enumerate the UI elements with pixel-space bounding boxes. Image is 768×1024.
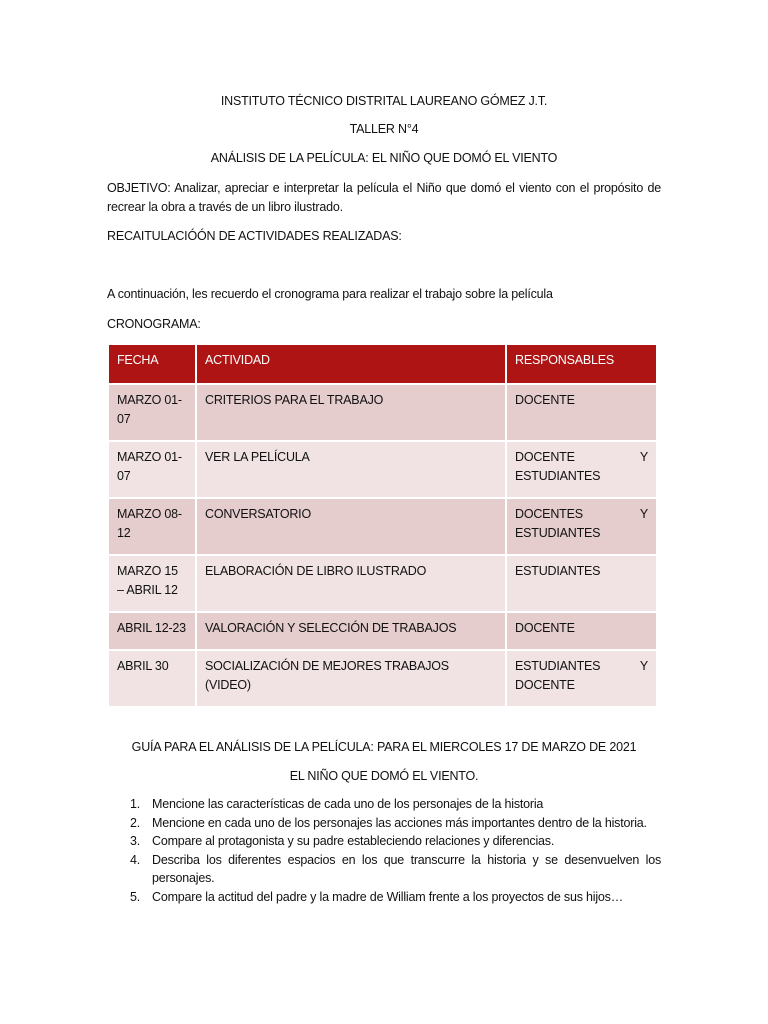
- row-responsible: [506, 441, 657, 498]
- guide-subtitle: EL NIÑO QUE DOMÓ EL VIENTO.: [289, 769, 479, 783]
- guide-question-list: [107, 795, 661, 906]
- row-responsible: [506, 498, 657, 555]
- item-text: Compare la actitud del padre y la madre de William frente a los proyectos de sus hijos…: [152, 889, 624, 904]
- table-row: [108, 650, 657, 707]
- item-text: Mencione en cada uno de los personajes las acciones más importantes dentro de la historia.: [152, 815, 647, 830]
- list-item: [107, 851, 661, 888]
- header-actividad: ACTIVIDAD: [196, 344, 506, 384]
- item-number: 3.: [130, 834, 141, 848]
- responsible-conjunction: Y: [639, 507, 648, 521]
- header-fecha: FECHA: [108, 344, 196, 384]
- responsible-text: ESTUDIANTES DOCENTE: [515, 659, 601, 692]
- item-number: 4.: [130, 852, 141, 867]
- table-row: [108, 498, 657, 555]
- recap-heading: RECAITULACIÓÓN DE ACTIVIDADES REALIZADAS:: [107, 229, 402, 243]
- list-item: [107, 814, 661, 833]
- row-responsible: [506, 612, 657, 650]
- objective-paragraph: OBJETIVO: Analizar, apreciar e interpretar la película el Niño que domó el viento con el propósito de recrear la obra a través de un libro ilustrado.: [107, 181, 661, 214]
- header-responsables: RESPONSABLES: [506, 344, 657, 384]
- row-activity: ELABORACIÓN DE LIBRO ILUSTRADO: [196, 555, 506, 612]
- row-responsible: [506, 650, 657, 707]
- row-date: ABRIL 30: [108, 650, 196, 707]
- row-activity: VER LA PELÍCULA: [196, 441, 506, 498]
- row-date: MARZO 08-12: [108, 498, 196, 555]
- list-item: [107, 795, 661, 814]
- row-date: MARZO 15 – ABRIL 12: [108, 555, 196, 612]
- list-item: [107, 888, 661, 907]
- institution-title: INSTITUTO TÉCNICO DISTRITAL LAUREANO GÓMEZ J.T.: [220, 94, 548, 108]
- responsible-text: DOCENTE: [515, 393, 575, 407]
- table-row: [108, 384, 657, 441]
- row-date: MARZO 01-07: [108, 441, 196, 498]
- responsible-text: DOCENTE ESTUDIANTES: [515, 450, 601, 483]
- row-date: MARZO 01-07: [108, 384, 196, 441]
- responsible-text: DOCENTE: [515, 621, 575, 635]
- item-text: Mencione las características de cada uno de los personajes de la historia: [152, 797, 544, 811]
- list-item: [107, 832, 661, 851]
- row-responsible: [506, 384, 657, 441]
- item-number: 2.: [130, 815, 141, 830]
- reminder-text: A continuación, les recuerdo el cronograma para realizar el trabajo sobre la película: [107, 287, 553, 301]
- row-activity: CRITERIOS PARA EL TRABAJO: [196, 384, 506, 441]
- schedule-table: [107, 343, 658, 708]
- analysis-title: ANÁLISIS DE LA PELÍCULA: EL NIÑO QUE DOMÓ EL VIENTO: [210, 151, 558, 165]
- row-activity: VALORACIÓN Y SELECCIÓN DE TRABAJOS: [196, 612, 506, 650]
- item-number: 1.: [130, 797, 141, 811]
- responsible-conjunction: Y: [639, 659, 648, 673]
- table-row: [108, 555, 657, 612]
- item-text: Compare al protagonista y su padre estableciendo relaciones y diferencias.: [152, 834, 555, 848]
- table-header-row: [108, 344, 657, 384]
- table-row: [108, 612, 657, 650]
- schedule-heading: CRONOGRAMA:: [107, 317, 201, 331]
- row-activity: CONVERSATORIO: [196, 498, 506, 555]
- responsible-text: ESTUDIANTES: [515, 564, 601, 578]
- item-text: Describa los diferentes espacios en los que transcurre la historia y se desenvuelven los personajes.: [152, 852, 661, 885]
- item-number: 5.: [130, 889, 141, 904]
- row-activity: SOCIALIZACIÓN DE MEJORES TRABAJOS (VIDEO): [196, 650, 506, 707]
- guide-title: GUÍA PARA EL ANÁLISIS DE LA PELÍCULA: PARA EL MIERCOLES 17 DE MARZO DE 2021: [131, 740, 637, 754]
- responsible-conjunction: Y: [639, 450, 648, 464]
- workshop-title: TALLER N°4: [349, 122, 419, 136]
- row-responsible: [506, 555, 657, 612]
- row-date: ABRIL 12-23: [108, 612, 196, 650]
- responsible-text: DOCENTES ESTUDIANTES: [515, 507, 601, 540]
- table-row: [108, 441, 657, 498]
